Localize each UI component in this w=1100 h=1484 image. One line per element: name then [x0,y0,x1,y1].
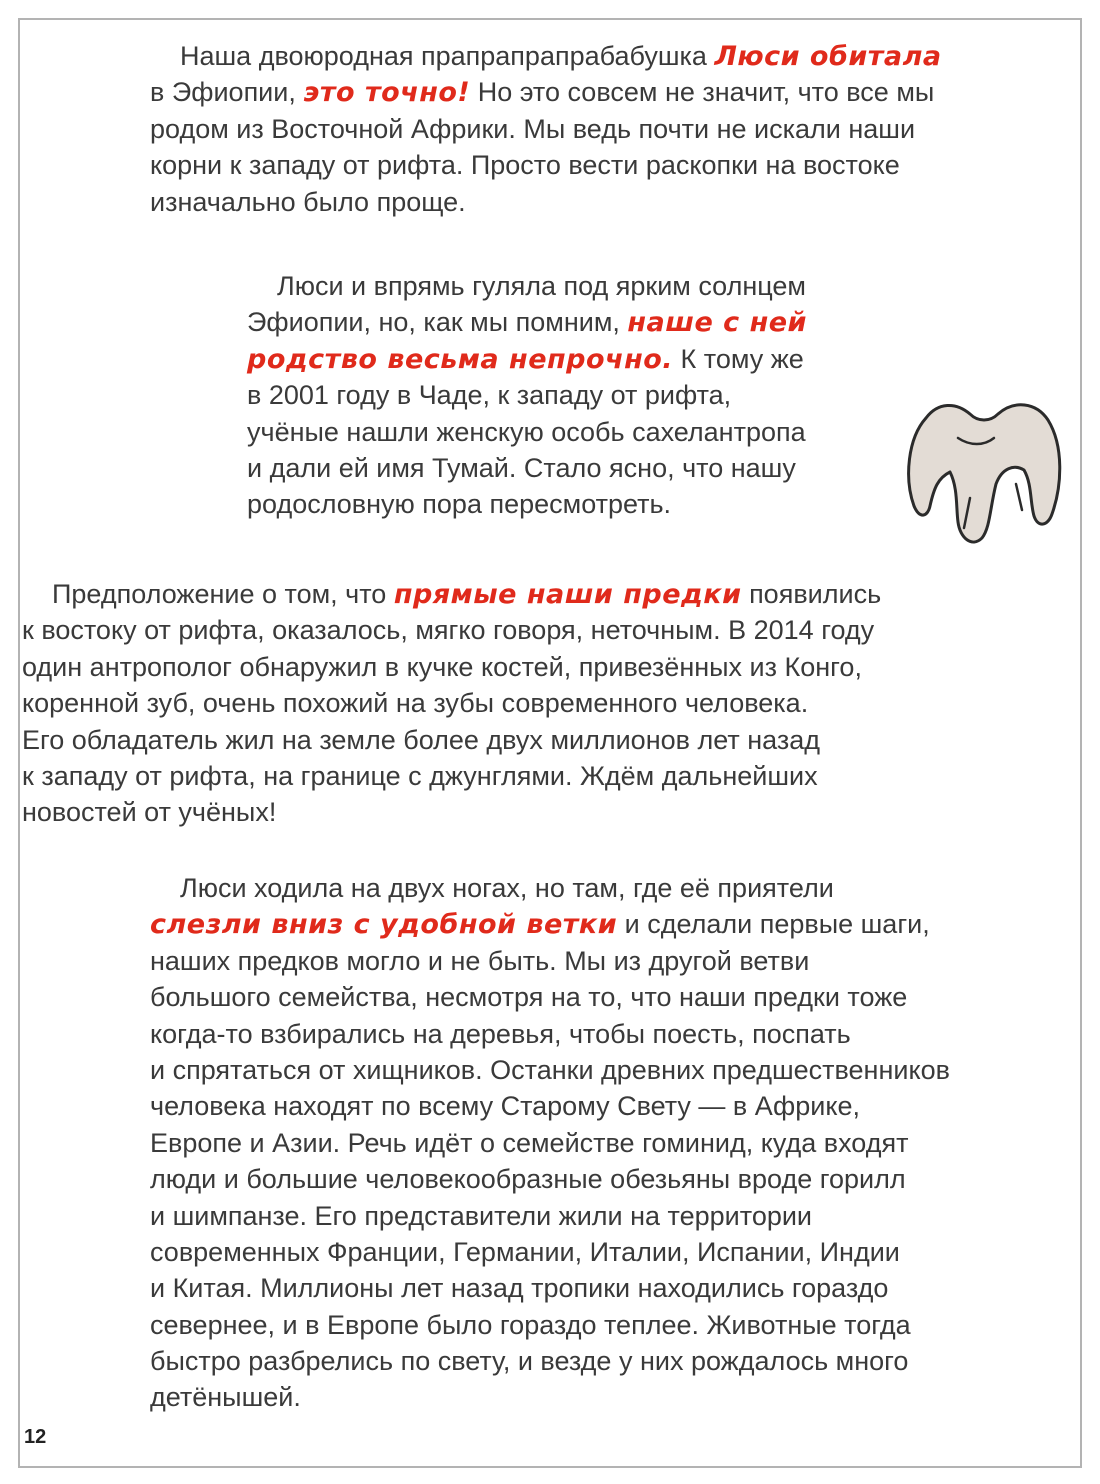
text-line [150,1016,950,1052]
text-segment: и Китая. Миллионы лет назад тропики находились гораздо [150,1273,889,1304]
text-line [150,1088,950,1124]
tooth-shape [909,405,1060,542]
text-line [22,649,881,685]
text-segment: Наша двоюродная прапрапрапрабабушка [150,41,715,71]
text-line [150,1270,950,1306]
text-segment: в Эфиопии, [150,77,304,108]
text-segment: в 2001 году в Чаде, к западу от рифта, [247,380,732,411]
text-segment: наших предков могло и не быть. Мы из другой ветви [150,945,810,976]
text-line [150,38,942,74]
paragraph-congo-tooth [22,576,881,831]
text-line [247,304,807,340]
text-line [247,268,807,304]
text-line [247,450,807,486]
text-segment: и спрятаться от хищников. Останки древних предшественников [150,1054,950,1085]
page-number: 12 [24,1426,47,1448]
text-segment: детёнышей. [150,1382,301,1413]
text-line [150,147,942,183]
text-line [150,1343,950,1379]
tooth-icon [898,388,1070,553]
text-line [150,979,950,1015]
text-segment: когда-то взбирались на деревья, чтобы поесть, поспать [150,1018,851,1049]
text-line [150,74,942,110]
text-segment: человека находят по всему Старому Свету — в Африке, [150,1091,861,1122]
text-segment: быстро разбрелись по свету, и везде у них рождалось много [150,1346,909,1377]
text-line [150,184,942,220]
text-segment: Но это совсем не значит, что все мы [470,77,935,108]
highlight-phrase: это точно! [303,77,471,109]
text-segment: люди и большие человекообразные обезьяны вроде горилл [150,1164,906,1195]
text-line [247,377,807,413]
text-segment: коренной зуб, очень похожий на зубы современного человека. [22,688,809,719]
text-line [150,1198,950,1234]
text-segment: Предположение о том, что [22,579,394,609]
text-line [22,758,881,794]
text-line [22,685,881,721]
text-line [247,414,807,450]
text-segment: большого семейства, несмотря на то, что наши предки тоже [150,982,908,1013]
text-segment: севернее, и в Европе было гораздо теплее. Животные тогда [150,1309,911,1340]
text-line [150,1161,950,1197]
text-segment: и дали ей имя Тумай. Стало ясно, что нашу [247,452,796,483]
text-line [247,341,807,377]
text-segment: и сделали первые шаги, [617,909,930,940]
highlight-phrase: Люси обитала [714,41,942,72]
text-segment: к востоку от рифта, оказалось, мягко говоря, неточным. В 2014 году [22,615,875,646]
paragraph-hominids [150,870,950,1416]
text-segment: Его обладатель жил на земле более двух миллионов лет назад [22,724,820,755]
text-segment: корни к западу от рифта. Просто вести раскопки на востоке [150,150,900,181]
text-line [150,1379,950,1415]
text-line [22,722,881,758]
text-line [150,1234,950,1270]
highlight-phrase: родство весьма непрочно. [247,343,674,375]
text-line [150,1307,950,1343]
text-line [150,1052,950,1088]
highlight-phrase: прямые наши предки [393,579,742,610]
text-segment: современных Франции, Германии, Италии, Испании, Индии [150,1236,900,1267]
text-segment: один антрополог обнаружил в кучке костей, привезённых из Конго, [22,651,862,682]
highlight-phrase: наше с ней [627,307,807,339]
text-line [150,111,942,147]
text-segment: изначально было проще. [150,186,466,217]
text-segment: учёные нашли женскую особь сахелантропа [247,416,806,447]
text-line [150,943,950,979]
text-line [150,870,950,906]
text-segment: Эфиопии, но, как мы помним, [247,307,628,338]
text-line [247,486,807,522]
text-line [150,1125,950,1161]
text-segment: родом из Восточной Африки. Мы ведь почти не искали наши [150,113,916,144]
text-segment: Люси ходила на двух ногах, но там, где её приятели [150,873,834,903]
text-line [22,794,881,830]
text-segment: родословную пора пересмотреть. [247,489,672,520]
text-line [22,612,881,648]
text-segment: Люси и впрямь гуляла под ярким солнцем [247,271,806,301]
highlight-phrase: слезли вниз с удобной ветки [150,909,618,941]
text-segment: новостей от учёных! [22,797,277,828]
text-line [150,906,950,942]
text-segment: к западу от рифта, на границе с джунглями. Ждём дальнейших [22,760,818,791]
paragraph-lucy-ethiopia [150,38,942,220]
text-segment: появились [741,579,882,609]
text-line [22,576,881,612]
text-segment: и шимпанзе. Его представители жили на территории [150,1200,813,1231]
text-segment: Европе и Азии. Речь идёт о семействе гоминид, куда входят [150,1127,909,1158]
paragraph-toumai [247,268,807,523]
text-segment: К тому же [673,343,804,374]
